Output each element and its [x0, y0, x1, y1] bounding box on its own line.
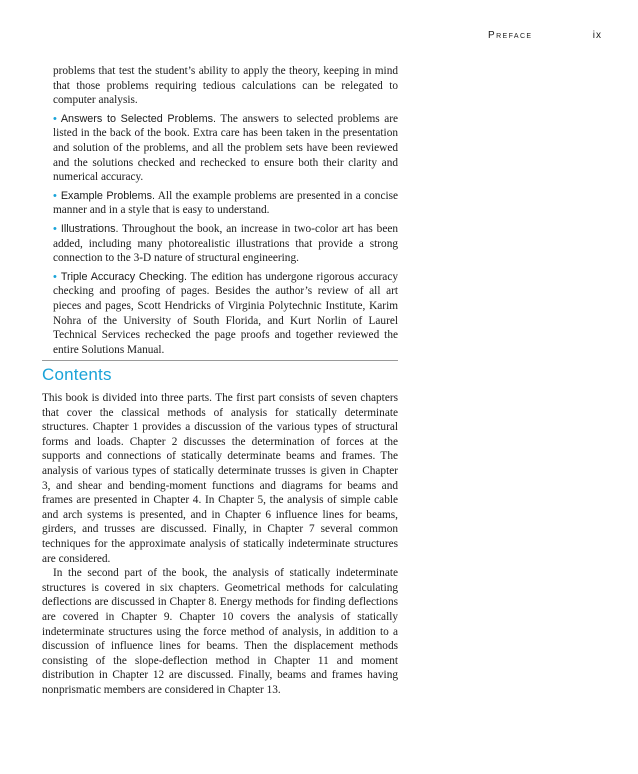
page-number: ix	[592, 30, 602, 41]
feature-text: The edition has undergone rigorous accuracy checking and proofing of pages. Besides the author’s review of all art pieces and pages, Scott Hendricks of Virginia Polytechnic Institute, Karim Nohra of the University of South Florida, and Kurt Norlin of Laurel Technical Services rechecked the page proofs and together reviewed the entire Solutions Manual.	[53, 270, 398, 356]
feature-item-accuracy	[53, 270, 398, 358]
bullet-icon: •	[53, 189, 57, 202]
feature-text: The answers to selected problems are listed in the back of the book. Extra care has been taken in the presentation and solution of the problems, and all the problem sets have been reviewed and the solutions checked and rechecked to ensure both their clarity and numerical accuracy.	[53, 112, 399, 184]
running-head	[488, 30, 602, 41]
contents-paragraph-2: In the second part of the book, the analysis of statically indeterminate structures is covered in six chapters. Geometrical methods for calculating deflections are discussed in Chapter 8. Energy methods for finding deflections are covered in Chapter 9. Chapter 10 covers the analysis of statically indeterminate structures using the force method of analysis, in addition to a discussion of influence lines for beams. Then the displacement methods consisting of the slope-deflection method in Chapter 11 and moment distribution in Chapter 12 are discussed. Finally, beams and frames having nonprismatic members are considered in Chapter 13.	[42, 567, 398, 696]
preface-continuation	[42, 64, 398, 357]
section-divider	[42, 360, 398, 361]
running-head-section: Preface	[488, 30, 533, 41]
bullet-icon: •	[53, 112, 57, 125]
feature-item-illustrations	[53, 222, 398, 266]
features-list	[42, 64, 398, 357]
contents-heading: Contents	[42, 365, 112, 384]
contents-paragraph-1: This book is divided into three parts. The first part consists of seven chapters that cover the classical methods of analysis for statically determinate structures. Chapter 1 provides a discussion of the various types of structural forms and loads. Chapter 2 discusses the determination of forces at the supports and connections of statically determinate beams and frames. The analysis of various types of statically determinate trusses is given in Chapter 3, and shear and bending-moment functions and diagrams for beams and frames are presented in Chapter 4. In Chapter 5, the analysis of simple cable and arch systems is presented, and in Chapter 6 influence lines for beams, girders, and trusses are discussed. Finally, in Chapter 7 several common techniques for the approximate analysis of statically indeterminate structures are considered.	[42, 392, 398, 565]
feature-text: Throughout the book, an increase in two-color art has been added, including many photorealistic illustrations that provide a strong connection to the 3-D nature of structural engineering.	[53, 222, 398, 265]
feature-text: All the example problems are presented in a concise manner and in a style that is easy to understand.	[53, 189, 399, 217]
feature-item-examples	[53, 189, 398, 218]
feature-title: Illustrations.	[60, 222, 119, 235]
bullet-icon: •	[53, 270, 57, 283]
feature-title: Answers to Selected Problems.	[60, 112, 217, 125]
feature-title: Example Problems.	[60, 189, 156, 202]
feature-title: Triple Accuracy Checking.	[60, 270, 187, 283]
feature-item-answers	[53, 112, 398, 185]
contents-body	[42, 391, 398, 697]
intro-paragraph: problems that test the student’s ability to apply the theory, keeping in mind that those problems requiring tedious calculations can be relegated to computer analysis.	[53, 65, 398, 107]
bullet-icon: •	[53, 222, 57, 235]
